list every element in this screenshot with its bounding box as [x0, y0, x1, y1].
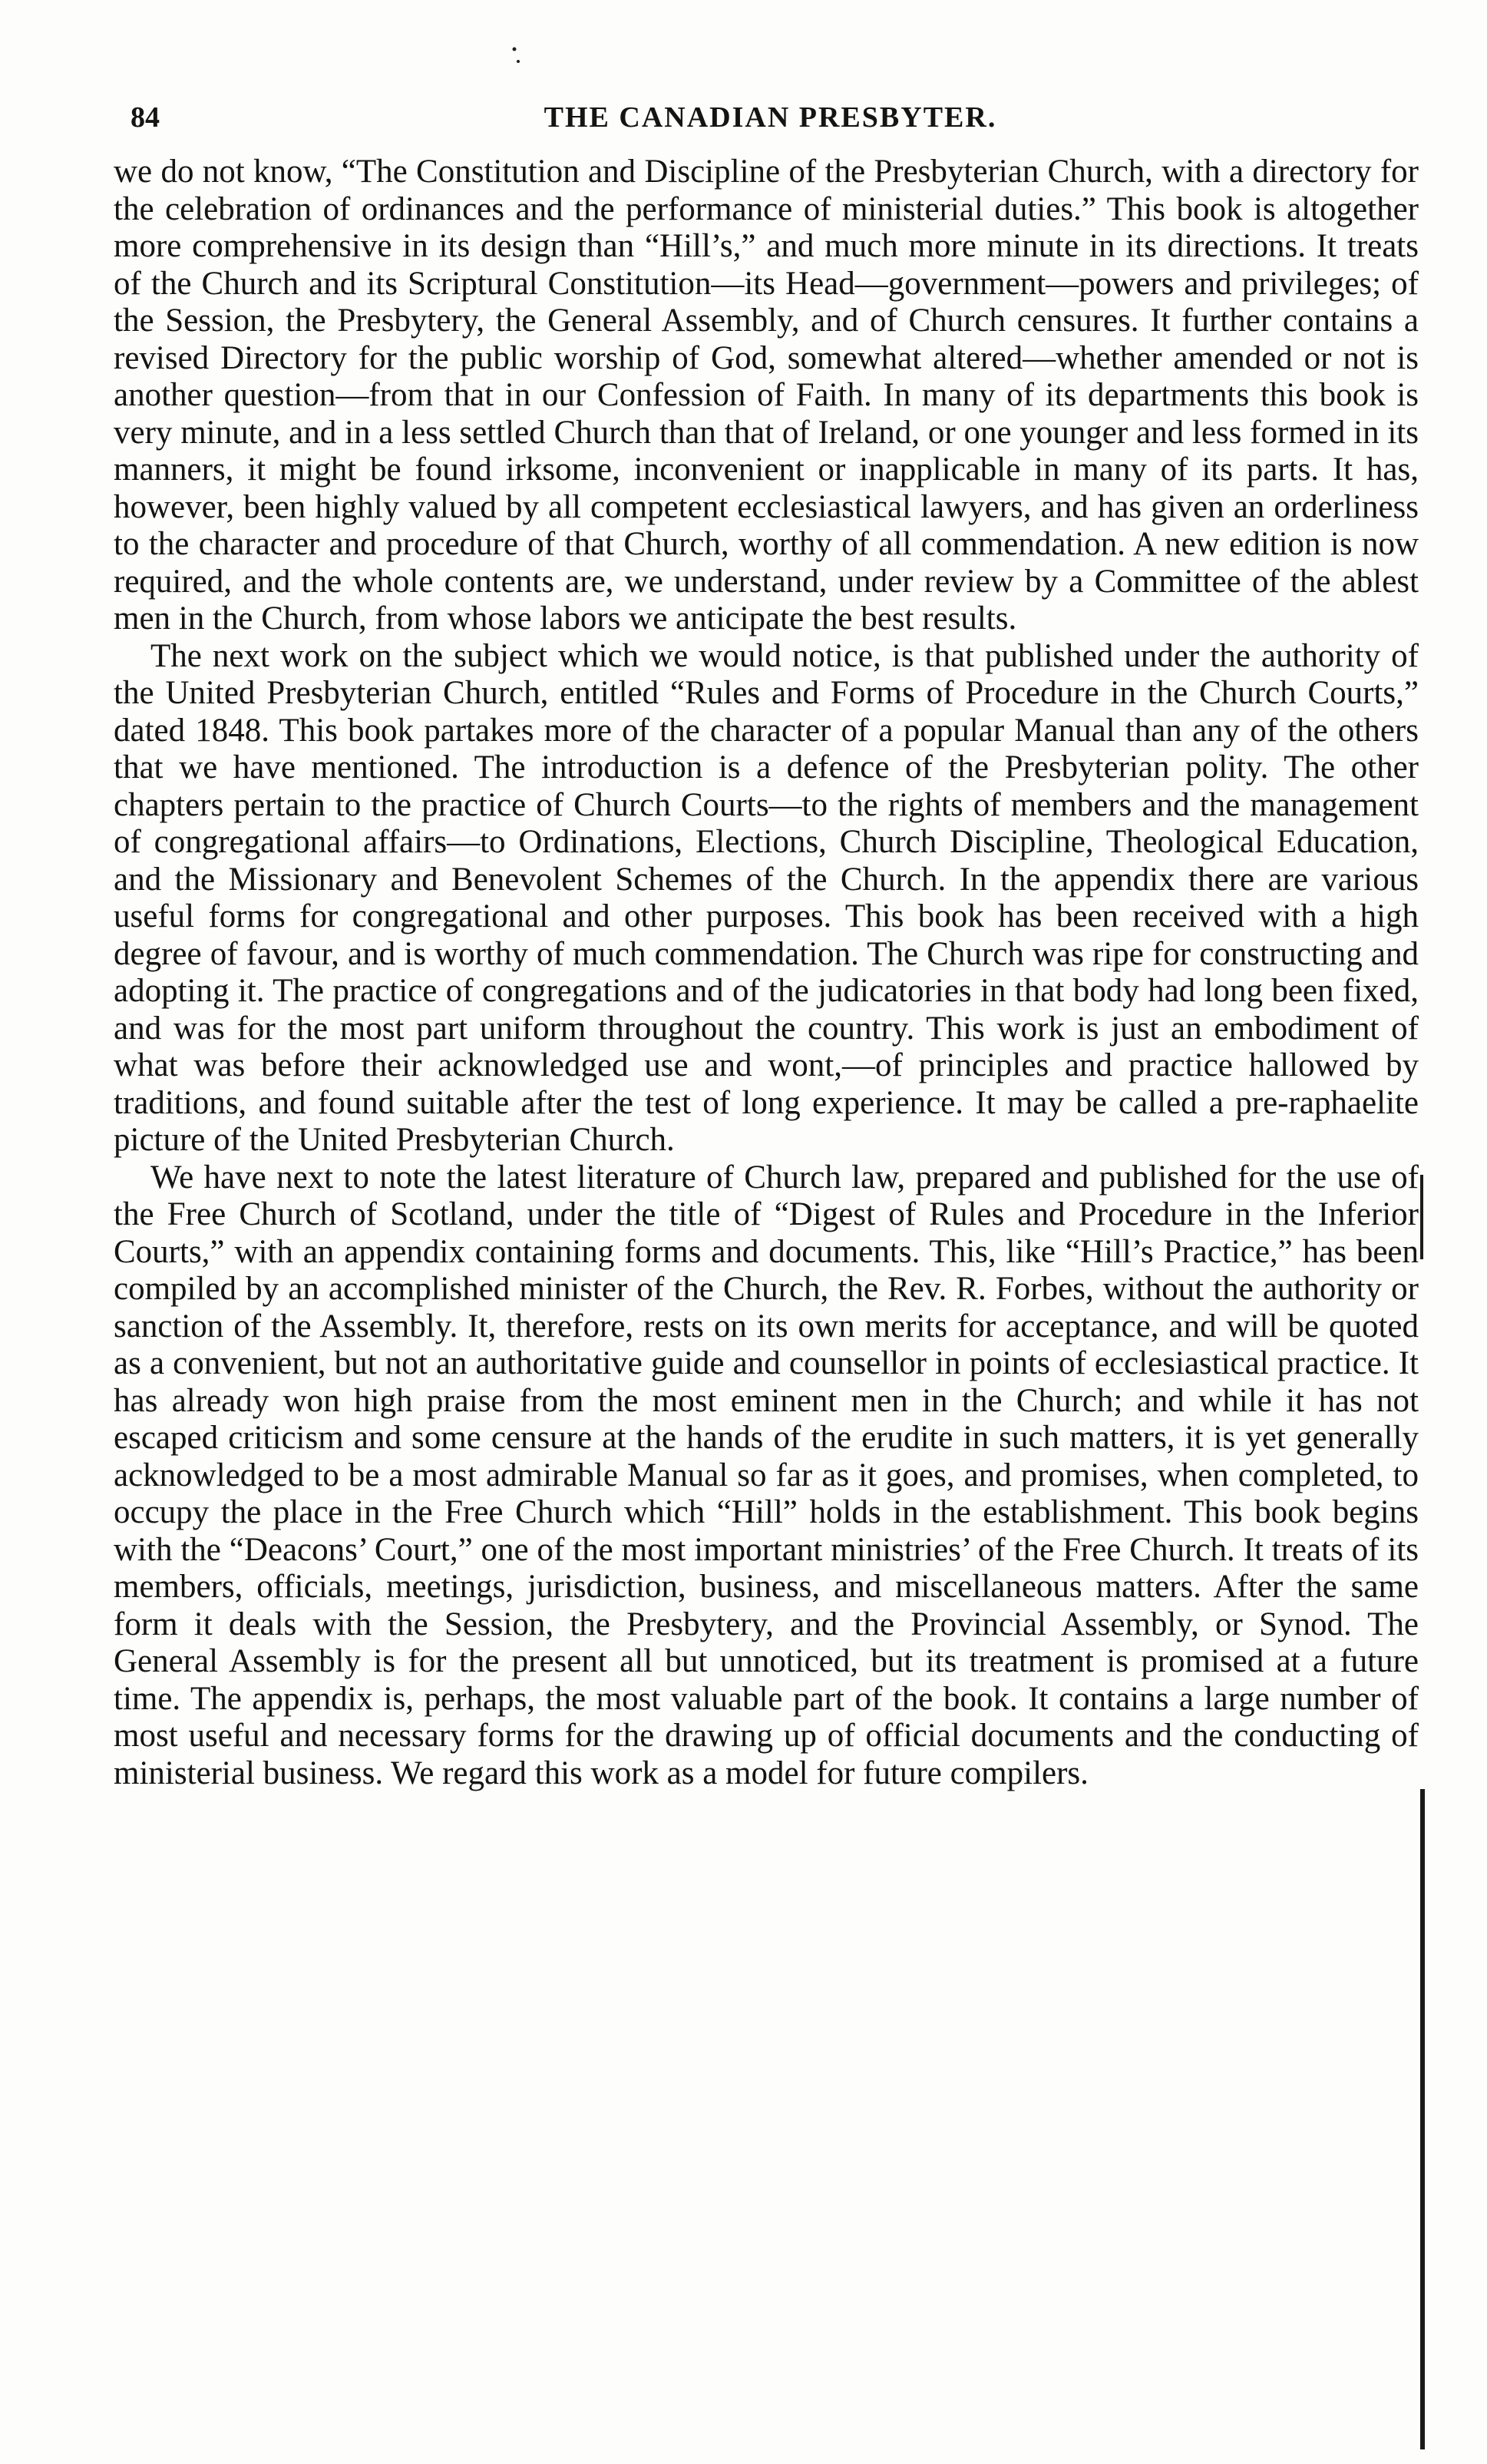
body-text — [114, 154, 1419, 1792]
paragraph-1: we do not know, “The Constitution and Discipline of the Presbyterian Church, with a directory for the celebration of ordinances and the performance of ministerial duties.” This book is altogether more comprehensive in its design than “Hill’s,” and much more minute in its directions. It treats of the Church and its Scriptural Constitution—its Head—government—powers and privileges; of the Session, the Presbytery, the General Assembly, and of Church censures. It further contains a revised Directory for the public worship of God, somewhat altered—whether amended or not is another question—from that in our Confession of Faith. In many of its departments this book is very minute, and in a less settled Church than that of Ireland, or one younger and less formed in its manners, it might be found irksome, inconvenient or inapplicable in many of its parts. It has, however, been highly valued by all competent ecclesiastical lawyers, and has given an orderliness to the character and procedure of that Church, worthy of all commendation. A new edition is now required, and the whole contents are, we understand, under review by a Committee of the ablest men in the Church, from whose labors we anticipate the best results. — [114, 154, 1419, 637]
journal-title: THE CANADIAN PRESBYTER. — [544, 101, 997, 134]
margin-rule — [1420, 1175, 1423, 1259]
ink-speck — [511, 45, 522, 68]
margin-rule — [1420, 1789, 1425, 2449]
page-number: 84 — [131, 101, 160, 134]
running-head — [131, 98, 1403, 137]
paragraph-2: The next work on the subject which we would notice, is that published under the authority of the United Presbyterian Church, entitled “Rules and Forms of Procedure in the Church Courts,” dated 1848. This book partakes more of the character of a popular Manual than any of the others that we have mentioned. The introduction is a defence of the Presbyterian polity. The other chapters pertain to the practice of Church Courts—to the rights of members and the management of congregational affairs—to Ordinations, Elections, Church Discipline, Theological Education, and the Missionary and Benevolent Schemes of the Church. In the appendix there are various useful forms for congregational and other purposes. This book has been received with a high degree of favour, and is worthy of much commendation. The Church was ripe for constructing and adopting it. The practice of congregations and of the judicatories in that body had long been fixed, and was for the most part uniform throughout the country. This work is just an embodiment of what was before their acknowledged use and wont,—of principles and practice hallowed by traditions, and found suitable after the test of long experience. It may be called a pre-raphaelite picture of the United Presbyterian Church. — [114, 637, 1419, 1158]
paragraph-3: We have next to note the latest literature of Church law, prepared and published for the use of the Free Church of Scotland, under the title of “Digest of Rules and Procedure in the Inferior Courts,” with an appendix containing forms and documents. This, like “Hill’s Practice,” has been compiled by an accomplished minister of the Church, the Rev. R. Forbes, without the authority or sanction of the Assembly. It, therefore, rests on its own merits for acceptance, and will be quoted as a convenient, but not an authoritative guide and counsellor in points of ecclesiastical practice. It has already won high praise from the most eminent men in the Church; and while it has not escaped criticism and some censure at the hands of the erudite in such matters, it is yet generally acknowledged to be a most admirable Manual so far as it goes, and promises, when completed, to occupy the place in the Free Church which “Hill” holds in the establishment. This book begins with the “Deacons’ Court,” one of the most important ministries’ of the Free Church. It treats of its members, officials, meetings, jurisdiction, business, and miscellaneous matters. After the same form it deals with the Session, the Presbytery, and the Provincial Assembly, or Synod. The General Assembly is for the present all but unnoticed, but its treatment is promised at a future time. The appendix is, perhaps, the most valuable part of the book. It contains a large number of most useful and necessary forms for the drawing up of official documents and the conducting of ministerial business. We regard this work as a model for future compilers. — [114, 1159, 1419, 1791]
